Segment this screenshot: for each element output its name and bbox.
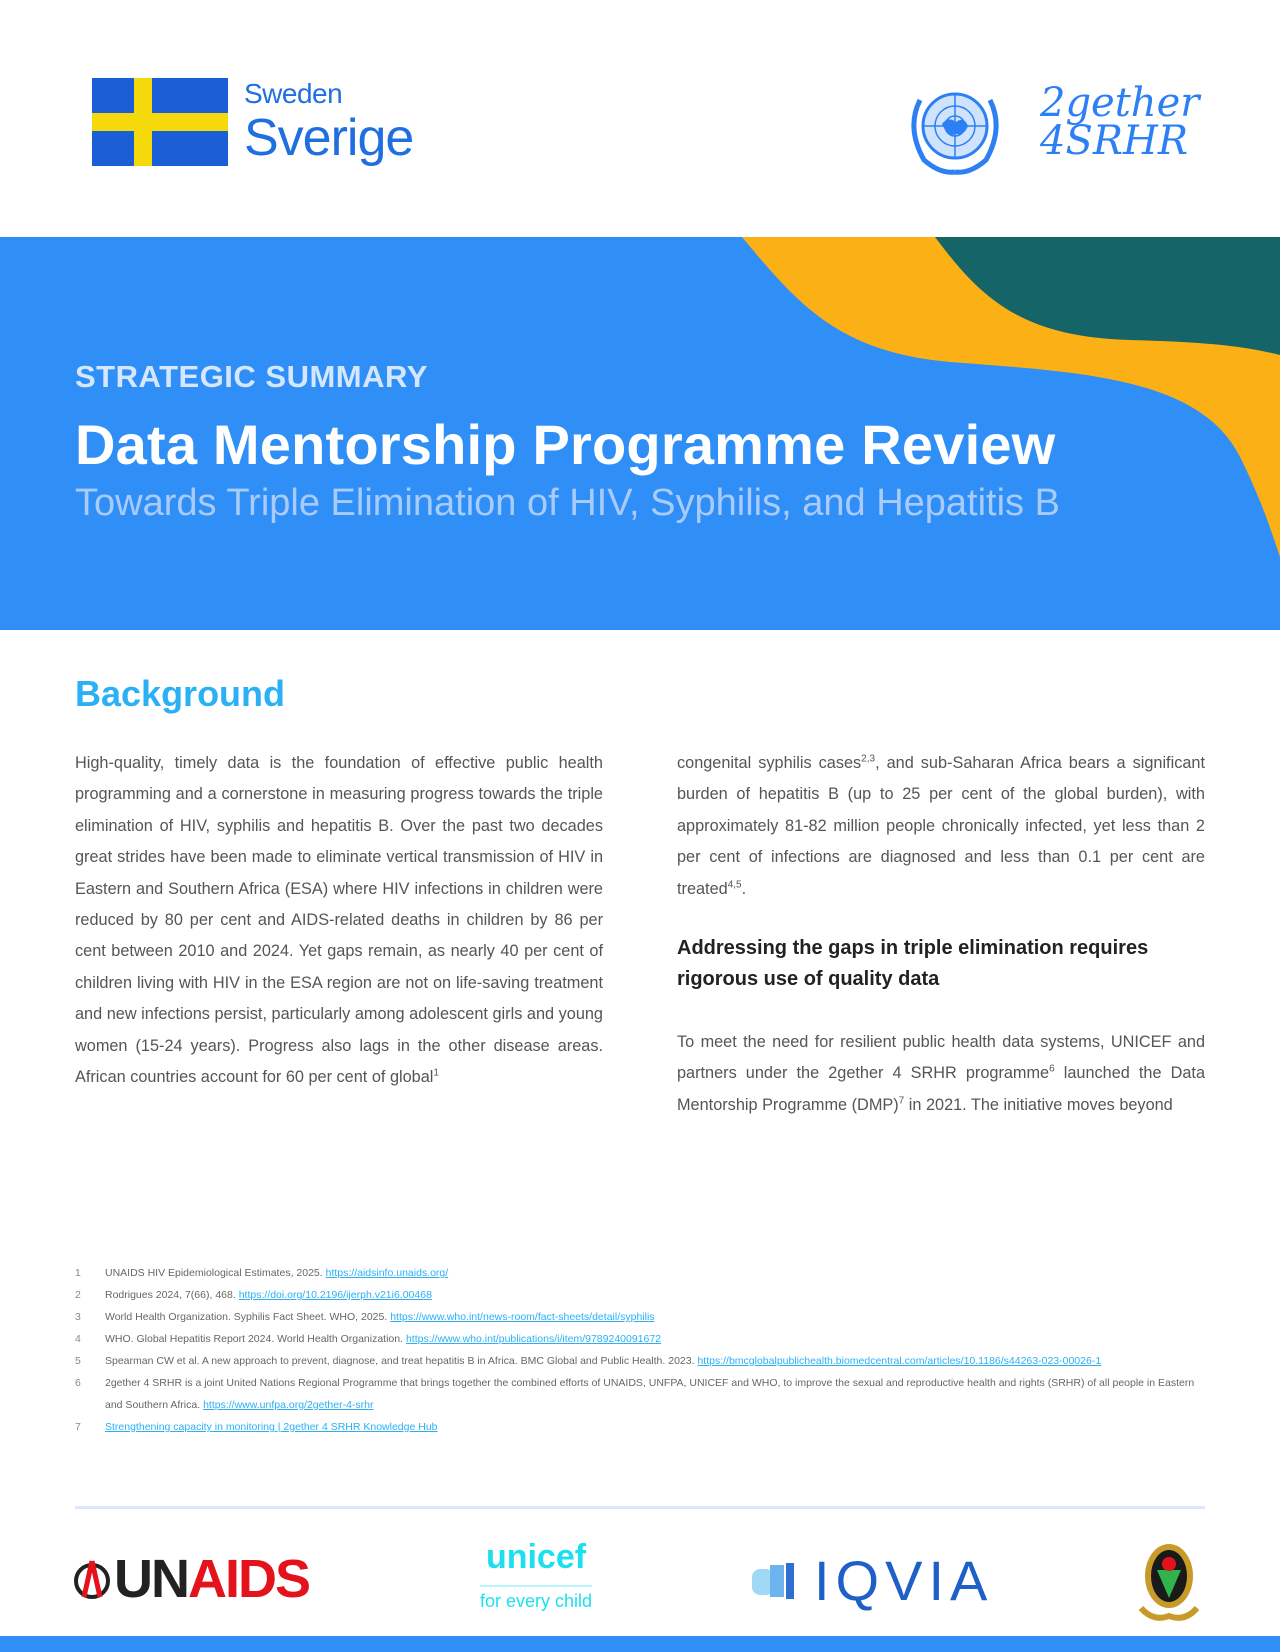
bottom-accent-bar — [0, 1636, 1280, 1652]
sub-heading: Addressing the gaps in triple elimination requires rigorous use of quality data — [677, 937, 1149, 991]
title-banner — [0, 237, 1280, 630]
footnote-link[interactable]: https://www.who.int/news-room/fact-sheets/detail/syphilis — [390, 1311, 655, 1323]
body-paragraph: To meet the need for resilient public health data systems, UNICEF and partners under the 2gether 4 SRHR programme$^6$ launched the Data Mentorship Programme (DMP)$^7$ in 2021. The initiative moves beyond — [677, 1033, 1206, 1114]
page-subtitle: Towards Triple Elimination of HIV, Syphilis, and Hepatitis B — [75, 482, 1060, 524]
footnote-item: 5 Spearman CW et al. A new approach to prevent, diagnose, and treat hepatitis B in Africa. BMC Global and Public Health. 2023. https://bmcglobalpublichealth.biomedcentral.com/articles/10.1186/s44263-023-00026-1 — [75, 1355, 1102, 1367]
page-title: Data Mentorship Programme Review — [75, 413, 1056, 476]
footnote-link[interactable]: https://bmcglobalpublichealth.biomedcentral.com/articles/10.1186/s44263-023-00026-1 — [697, 1355, 1102, 1367]
banner-kicker: STRATEGIC SUMMARY — [75, 359, 428, 394]
footnote-item: 6 2gether 4 SRHR is a joint United Nations Regional Programme that brings together the combined efforts of UNAIDS, UNFPA, UNICEF and WHO, to improve the sexual and reproductive health and rights (SRHR) of all people in Eastern and Southern Africa. https://www.unfpa.org/2gether-4-srhr — [75, 1377, 1195, 1411]
footnote-link[interactable]: https://aidsinfo.unaids.org/ — [325, 1267, 449, 1279]
left-column — [75, 748, 603, 1093]
coat-of-arms-icon — [1133, 1536, 1205, 1628]
footnote-item: 3 World Health Organization. Syphilis Fact Sheet. WHO, 2025. https://www.who.int/news-room/fact-sheets/detail/syphilis — [75, 1311, 655, 1323]
sweden-logo-top-text: Sweden — [244, 78, 343, 109]
body-paragraph: High-quality, timely data is the foundation of effective public health programming and a cornerstone in measuring progress towards the triple elimination of HIV, syphilis and hepatitis B. Over the past two decades great strides have been made to eliminate vertical transmission of HIV in Eastern and Southern Africa (ESA) where HIV infections in children were reduced by 80 per cent and AIDS-related deaths in children by 86 per cent between 2010 and 2024. Yet gaps remain, as nearly 40 per cent of children living with HIV in the ESA region are not on life-saving treatment and new infections persist, particularly among adolescent girls and young women (15-24 years). Progress also lags in the other disease areas. African countries account for 60 per cent of global$^1$ — [75, 754, 603, 1087]
partner-logos — [0, 1518, 1280, 1618]
iqvia-logo: IQVIA — [752, 1548, 993, 1613]
un-emblem-icon — [902, 80, 1008, 176]
footnote-item: 1 UNAIDS HIV Epidemiological Estimates, 2025. https://aidsinfo.unaids.org/ — [75, 1267, 449, 1279]
iqvia-mark-icon — [752, 1559, 814, 1603]
footer-divider — [75, 1506, 1205, 1509]
footnote-link[interactable]: https://www.unfpa.org/2gether-4-srhr — [203, 1399, 374, 1411]
sweden-logo-bottom-text: Sverige — [244, 109, 414, 167]
footnote-link[interactable]: Strengthening capacity in monitoring | 2gether 4 SRHR Knowledge Hub — [105, 1421, 438, 1433]
footnotes — [75, 1262, 1205, 1438]
unicef-logo: unicef for every child — [480, 1538, 593, 1611]
unaids-logo: UN AIDS — [74, 1548, 309, 1610]
right-column — [677, 748, 1205, 1121]
body-paragraph: congenital syphilis cases$^{2,3}$, and sub-Saharan Africa bears a significant burden of hepatitis B (up to 25 per cent of the global burden), with approximately 81-82 million people chronically infected, yet less than 2 per cent of infections are diagnosed and less than 0.1 per cent are treated$^{4,5}$. — [677, 753, 1205, 898]
swedish-flag-icon — [92, 78, 228, 166]
footnote-link[interactable]: https://www.who.int/publications/i/item/9789240091672 — [405, 1333, 662, 1345]
header-logos — [0, 0, 1280, 237]
2gether-4srhr-logo: 2gether 4SRHR — [1040, 80, 1200, 164]
footnote-item: 4 WHO. Global Hepatitis Report 2024. World Health Organization. https://www.who.int/publications/i/item/9789240091672 — [75, 1333, 662, 1345]
unaids-ribbon-icon — [74, 1557, 110, 1601]
footnote-item: 7 Strengthening capacity in monitoring | 2gether 4 SRHR Knowledge Hub — [75, 1421, 438, 1433]
section-heading-background: Background — [75, 673, 286, 714]
footnote-item: 2 Rodrigues 2024, 7(66), 468. https://doi.org/10.2196/ijerph.v21i6.00468 — [75, 1289, 432, 1301]
sweden-logo — [92, 78, 413, 166]
footnote-link[interactable]: https://doi.org/10.2196/ijerph.v21i6.00468 — [238, 1289, 432, 1301]
